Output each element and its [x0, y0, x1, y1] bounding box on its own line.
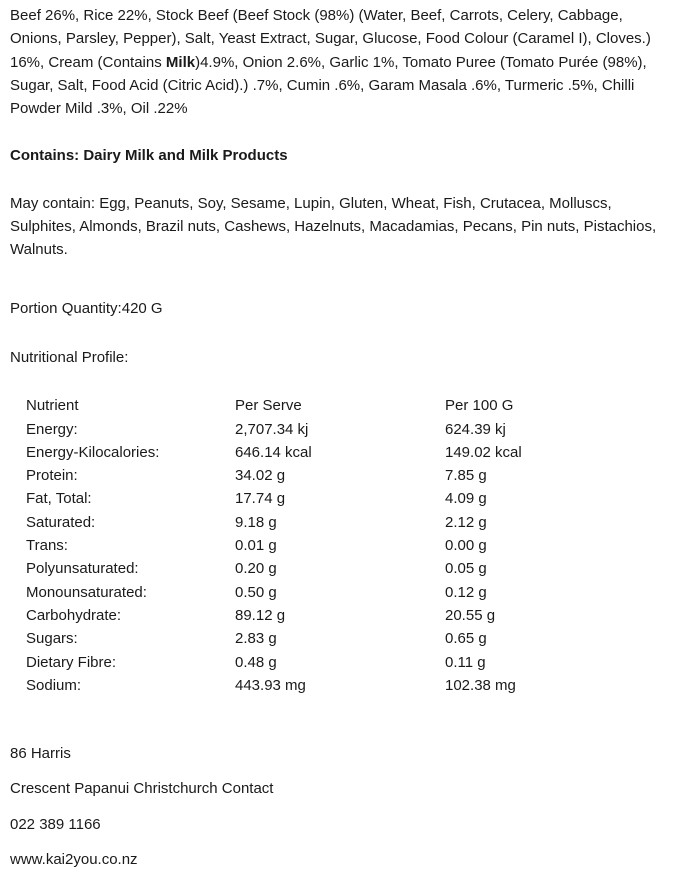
nutrient-name: Dietary Fibre: [26, 653, 117, 671]
portion-quantity: Portion Quantity:420 G [10, 299, 163, 317]
per-100g-value: 0.11 g [445, 653, 486, 671]
per-100g-value: 149.02 kcal [445, 443, 522, 461]
address-line-1: 86 Harris [10, 745, 71, 763]
nutrient-name: Carbohydrate: [26, 606, 122, 624]
per-serve-value: 0.01 g [235, 537, 277, 555]
per-serve-value: 0.50 g [235, 583, 277, 601]
nutrient-name: Sodium: [26, 676, 82, 694]
header-per-100g: Per 100 G [445, 397, 514, 415]
ingredients-text [10, 4, 672, 120]
per-100g-value: 2.12 g [445, 513, 487, 531]
per-100g-value: 0.65 g [445, 630, 487, 648]
product-info-page [10, 4, 672, 871]
nutrition-row [26, 487, 645, 510]
per-serve-value: 646.14 kcal [235, 443, 312, 461]
nutrition-row [26, 511, 645, 534]
per-serve-value: 34.02 g [235, 467, 286, 485]
ingredients-part2: )4.9%, Onion 2.6%, Garlic 1%, Tomato Puree (Tomato Purée (98%), Sugar, Salt, Food Acid (Citric Acid).) .7%, Cumin .6%, Garam Masala .6%, Turmeric .5%, Chilli Powder Mild .3%, Oil .22% [10, 53, 647, 118]
allergen-milk: Milk [165, 53, 196, 71]
nutrition-row [26, 651, 645, 674]
nutrition-header-row [26, 394, 645, 417]
per-serve-value: 2,707.34 kj [235, 420, 309, 438]
per-100g-value: 0.00 g [445, 537, 487, 555]
nutrient-name: Polyunsaturated: [26, 560, 139, 578]
nutrition-row [26, 464, 645, 487]
nutrient-name: Energy-Kilocalories: [26, 443, 160, 461]
nutrient-name: Sugars: [26, 630, 78, 648]
nutrient-name: Protein: [26, 467, 78, 485]
nutrient-name: Saturated: [26, 513, 96, 531]
nutrition-row [26, 418, 645, 441]
phone-number: 022 389 1166 [10, 815, 101, 833]
header-per-serve: Per Serve [235, 397, 302, 415]
contains-allergens: Contains: Dairy Milk and Milk Products [10, 147, 288, 165]
nutrient-name: Monounsaturated: [26, 583, 147, 601]
per-100g-value: 102.38 mg [445, 676, 516, 694]
nutrient-name: Trans: [26, 537, 68, 555]
address-line-2: Crescent Papanui Christchurch Contact [10, 780, 274, 798]
nutrition-row [26, 627, 645, 650]
nutrition-row [26, 604, 645, 627]
per-serve-value: 17.74 g [235, 490, 286, 508]
nutrition-row [26, 557, 645, 580]
per-100g-value: 0.12 g [445, 583, 487, 601]
per-100g-value: 4.09 g [445, 490, 487, 508]
nutrition-row [26, 674, 645, 697]
per-100g-value: 0.05 g [445, 560, 487, 578]
ingredients-part1: Beef 26%, Rice 22%, Stock Beef (Beef Stock (98%) (Water, Beef, Carrots, Celery, Cabbage, Onions, Parsley, Pepper), Salt, Yeast Extract, Sugar, Glucose, Food Colour (Caramel I), Cloves.) 16%, Cream (Contains [10, 7, 651, 71]
nutrition-row [26, 534, 645, 557]
website-link[interactable]: www.kai2you.co.nz [10, 851, 138, 869]
per-serve-value: 443.93 mg [235, 676, 306, 694]
per-serve-value: 0.20 g [235, 560, 277, 578]
per-serve-value: 9.18 g [235, 513, 277, 531]
nutrition-row [26, 581, 645, 604]
nutrition-table [26, 394, 645, 697]
nutrient-name: Energy: [26, 420, 78, 438]
nutrition-rows [26, 418, 645, 698]
per-100g-value: 20.55 g [445, 606, 496, 624]
nutrient-name: Fat, Total: [26, 490, 92, 508]
header-nutrient: Nutrient [26, 397, 79, 415]
per-serve-value: 89.12 g [235, 606, 286, 624]
nutritional-profile-title: Nutritional Profile: [10, 348, 129, 366]
per-serve-value: 0.48 g [235, 653, 277, 671]
per-100g-value: 624.39 kj [445, 420, 506, 438]
per-100g-value: 7.85 g [445, 467, 487, 485]
may-contain-text: May contain: Egg, Peanuts, Soy, Sesame, Lupin, Gluten, Wheat, Fish, Crutacea, Molluscs, Sulphites, Almonds, Brazil nuts, Cashews, Hazelnuts, Macadamias, Pecans, Pin nuts, Pistachios, Walnuts. [10, 194, 657, 259]
per-serve-value: 2.83 g [235, 630, 277, 648]
nutrition-row [26, 441, 645, 464]
